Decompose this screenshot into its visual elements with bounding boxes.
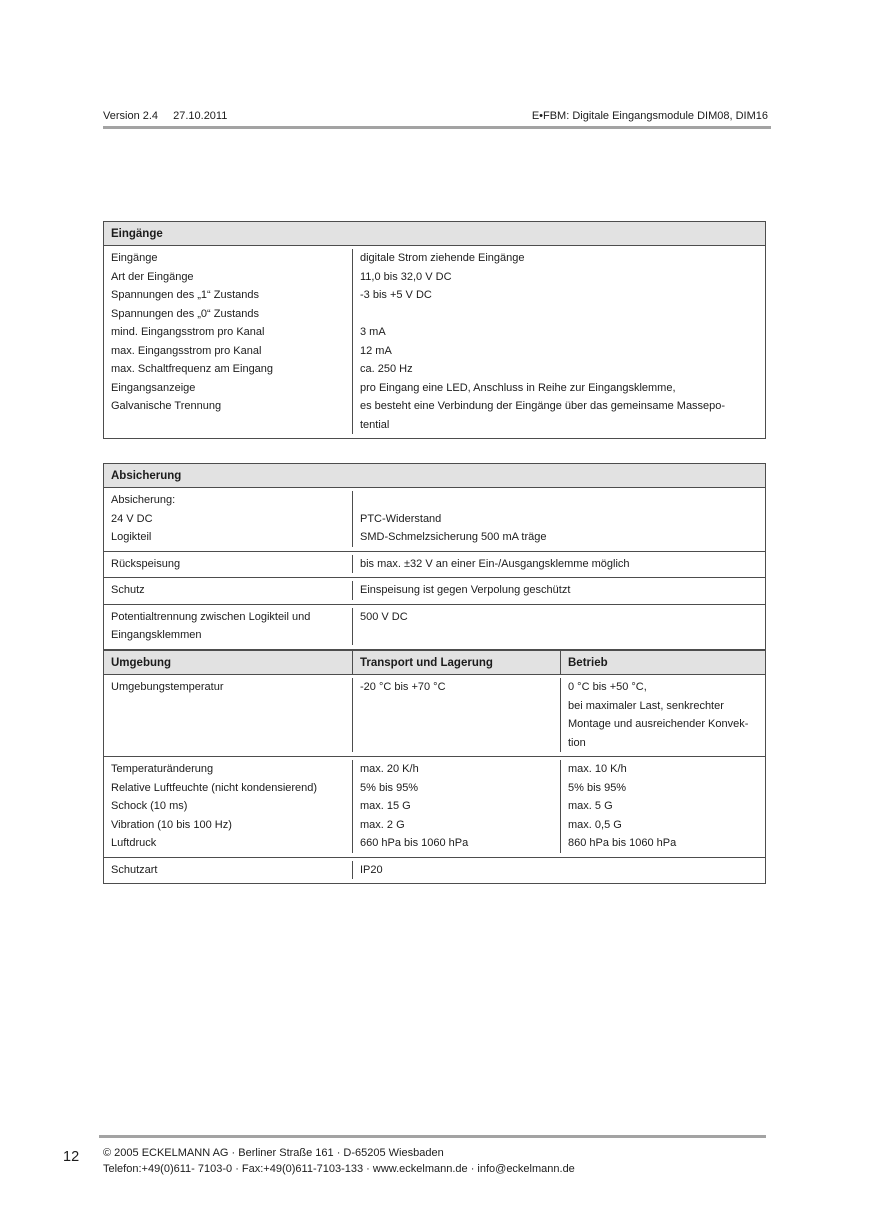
row-value: 500 V DC	[360, 610, 408, 623]
table-absicherung-group-3	[104, 577, 765, 604]
row-label: Luftdruck	[104, 834, 353, 853]
row-value-betrieb: Montage und ausreichender Konvek-	[568, 718, 749, 730]
row-label	[104, 715, 353, 734]
header-version: Version 2.4	[103, 110, 159, 122]
row-value: 3 mA	[360, 326, 386, 338]
row-label: max. Schaltfrequenz am Eingang	[104, 360, 353, 379]
row-label: Absicherung:	[104, 491, 353, 510]
row-value: Einspeisung ist gegen Verpolung geschützt	[360, 584, 571, 596]
column-header: Betrieb	[568, 657, 608, 669]
table-absicherung-group-2	[104, 551, 765, 578]
page-number: 12	[63, 1149, 80, 1165]
table-eingaenge-body	[104, 246, 765, 438]
row-label	[104, 416, 353, 435]
header-version-block	[103, 110, 227, 122]
row-label: Rückspeisung	[104, 555, 353, 574]
row-label: Schock (10 ms)	[104, 797, 353, 816]
table-umgebung-group-2	[104, 756, 765, 857]
row-label	[104, 734, 353, 753]
row-value-betrieb: bei maximaler Last, senkrechter	[568, 699, 724, 712]
row-value: IP20	[360, 863, 383, 876]
row-value-transport: 5% bis 95%	[353, 779, 561, 798]
row-value-betrieb: 5% bis 95%	[568, 781, 627, 794]
column-header: Umgebung	[104, 651, 353, 674]
header-date: 27.10.2011	[173, 110, 228, 122]
row-label: Galvanische Trennung	[104, 397, 353, 416]
row-value: SMD-Schmelzsicherung 500 mA träge	[360, 531, 547, 543]
header-product-title: E•FBM: Digitale Eingangsmodule DIM08, DIM16	[531, 110, 768, 122]
row-label: Relative Luftfeuchte (nicht kondensierend)	[104, 779, 353, 798]
row-value: es besteht eine Verbindung der Eingänge über das gemeinsame Massepo-	[360, 400, 726, 412]
table-umgebung-header-row	[104, 651, 765, 675]
row-value-transport: -20 °C bis +70 °C	[353, 678, 561, 697]
row-label: Vibration (10 bis 100 Hz)	[104, 816, 353, 835]
row-value-transport: max. 15 G	[353, 797, 561, 816]
row-value: digitale Strom ziehende Eingänge	[360, 252, 525, 264]
table-umgebung	[103, 650, 766, 884]
row-value-betrieb: 0 °C bis +50 °C,	[568, 681, 647, 693]
header-rule	[103, 126, 771, 129]
table-absicherung	[103, 463, 766, 650]
row-value: tential	[360, 418, 390, 431]
footer-copyright-line: © 2005 ECKELMANN AG · Berliner Straße 161 · D-65205 Wiesbaden	[103, 1147, 444, 1159]
row-label: Schutz	[104, 581, 353, 600]
row-value	[353, 305, 765, 324]
row-label: Temperaturänderung	[104, 760, 353, 779]
row-value-transport: 660 hPa bis 1060 hPa	[353, 834, 561, 853]
row-value	[353, 626, 765, 645]
row-label: Spannungen des „1“ Zustands	[104, 286, 353, 305]
row-label	[104, 697, 353, 716]
row-value-transport	[353, 697, 561, 716]
table-umgebung-schutzart-row	[104, 857, 765, 884]
row-value-transport: max. 2 G	[353, 816, 561, 835]
row-value-transport: max. 20 K/h	[353, 760, 561, 779]
row-value: 11,0 bis 32,0 V DC	[360, 270, 452, 283]
row-label: Schutzart	[104, 861, 353, 880]
row-value: 12 mA	[360, 344, 392, 357]
row-label: Umgebungstemperatur	[104, 678, 353, 697]
footer-text-block	[103, 1145, 575, 1177]
row-label: max. Eingangsstrom pro Kanal	[104, 342, 353, 361]
row-value-betrieb: max. 0,5 G	[568, 818, 622, 831]
row-value: pro Eingang eine LED, Anschluss in Reihe zur Eingangsklemme,	[360, 381, 676, 394]
row-label: Spannungen des „0“ Zustands	[104, 305, 353, 324]
page-header	[103, 110, 768, 122]
table-absicherung-group-4	[104, 604, 765, 649]
row-label: Potentialtrennung zwischen Logikteil und	[104, 608, 353, 627]
column-header: Transport und Lagerung	[353, 651, 561, 674]
row-label: Logikteil	[104, 528, 353, 547]
row-value-betrieb: 860 hPa bis 1060 hPa	[568, 837, 677, 849]
row-value-transport	[353, 734, 561, 753]
table-eingaenge-title: Eingänge	[104, 222, 765, 246]
footer-contact-line: Telefon:+49(0)611- 7103-0 · Fax:+49(0)611-7103-133 · www.eckelmann.de · info@eckelmann.de	[103, 1163, 575, 1175]
table-absicherung-group-1	[104, 488, 765, 551]
row-label: Eingangsanzeige	[104, 379, 353, 398]
row-value: PTC-Widerstand	[360, 512, 442, 525]
row-label: 24 V DC	[104, 510, 353, 529]
row-value: ca. 250 Hz	[360, 363, 413, 375]
row-value-betrieb: max. 5 G	[568, 800, 613, 812]
row-label: Eingangsklemmen	[104, 626, 353, 645]
row-value-betrieb: tion	[568, 736, 586, 749]
row-value: -3 bis +5 V DC	[360, 289, 432, 301]
row-label: mind. Eingangsstrom pro Kanal	[104, 323, 353, 342]
row-value	[353, 491, 765, 510]
footer-rule	[99, 1135, 766, 1138]
table-umgebung-group-1	[104, 675, 765, 756]
table-absicherung-title: Absicherung	[104, 464, 765, 488]
row-value: bis max. ±32 V an einer Ein-/Ausgangsklemme möglich	[360, 557, 630, 570]
row-label: Art der Eingänge	[104, 268, 353, 287]
row-label: Eingänge	[104, 249, 353, 268]
table-eingaenge	[103, 221, 766, 439]
row-value-transport	[353, 715, 561, 734]
row-value-betrieb: max. 10 K/h	[568, 763, 627, 775]
